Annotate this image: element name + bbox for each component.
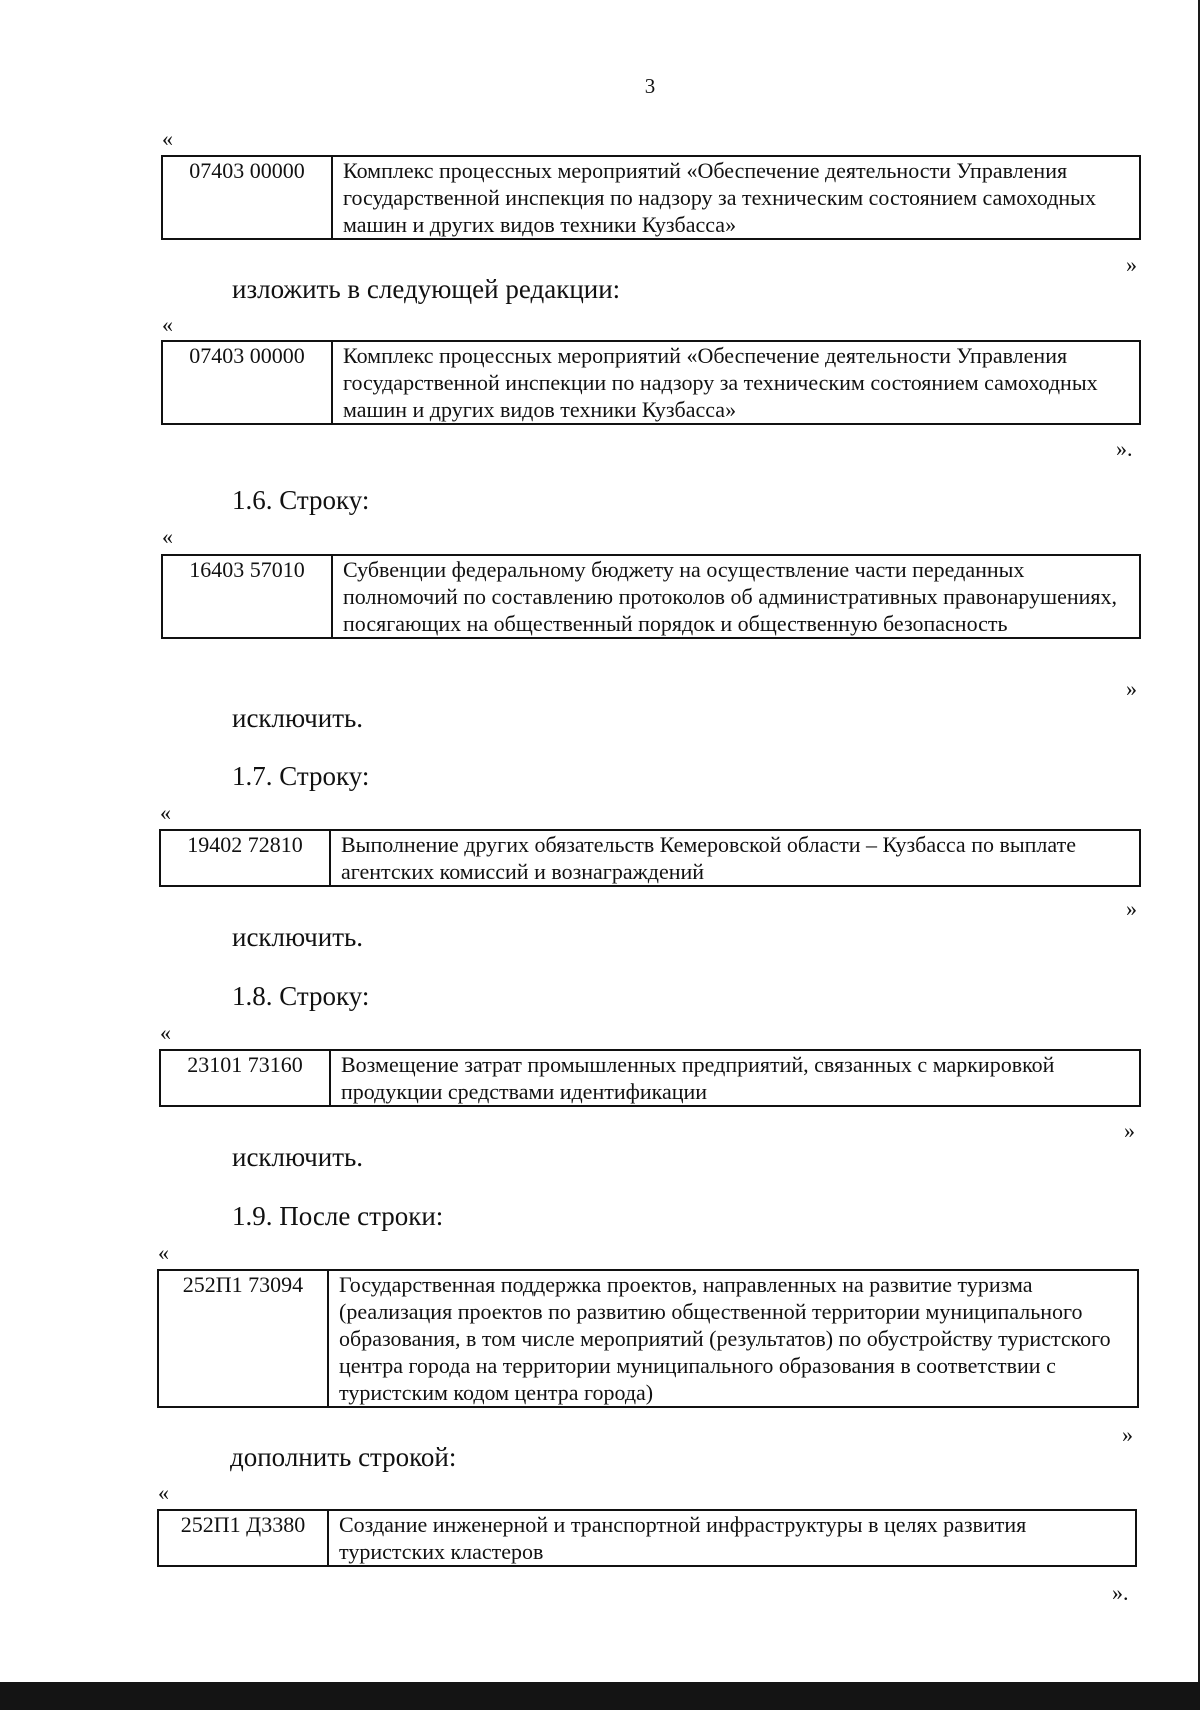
close-quote-period: ». xyxy=(1116,436,1133,461)
table-code-cell: 252П1 73094 xyxy=(158,1270,328,1407)
code-table xyxy=(161,340,1141,425)
table-row xyxy=(160,1050,1140,1106)
code-table xyxy=(159,829,1141,887)
open-quote: « xyxy=(162,524,173,549)
table-text-cell: Возмещение затрат промышленных предприятий, связанных с маркировкой продукции средствами идентификации xyxy=(330,1050,1140,1106)
table-row xyxy=(158,1510,1136,1566)
table-text-cell: Выполнение других обязательств Кемеровской области – Кузбасса по выплате агентских комиссий и вознаграждений xyxy=(330,830,1140,886)
table-row xyxy=(162,156,1140,239)
code-table xyxy=(157,1269,1139,1408)
section-heading: 1.7. Строку: xyxy=(232,761,370,791)
instruction-text: исключить. xyxy=(232,703,364,733)
open-quote: « xyxy=(158,1240,169,1265)
table-row xyxy=(162,341,1140,424)
close-quote: » xyxy=(1124,1118,1135,1143)
page-number: 3 xyxy=(644,74,656,98)
table-code-cell: 07403 00000 xyxy=(162,156,332,239)
section-heading: 1.6. Строку: xyxy=(232,485,370,515)
code-table xyxy=(161,554,1141,639)
table-text-cell: Субвенции федеральному бюджету на осуществление части переданных полномочий по составлению протоколов об административных правонарушениях, посягающих на общественный порядок и общественную безопасность xyxy=(332,555,1140,638)
instruction-text: дополнить строкой: xyxy=(230,1442,457,1472)
open-quote: « xyxy=(160,1020,171,1045)
instruction-text: изложить в следующей редакции: xyxy=(232,274,621,304)
close-quote: » xyxy=(1126,676,1137,701)
code-table xyxy=(161,155,1141,240)
table-code-cell: 23101 73160 xyxy=(160,1050,330,1106)
table-code-cell: 252П1 Д3380 xyxy=(158,1510,328,1566)
section-heading: 1.9. После строки: xyxy=(232,1201,444,1231)
instruction-text: исключить. xyxy=(232,1142,364,1172)
table-text-cell: Создание инженерной и транспортной инфраструктуры в целях развития туристских кластеров xyxy=(328,1510,1136,1566)
section-heading: 1.8. Строку: xyxy=(232,981,370,1011)
scan-edge-bottom xyxy=(0,1682,1200,1710)
table-code-cell: 07403 00000 xyxy=(162,341,332,424)
table-text-cell: Комплекс процессных мероприятий «Обеспечение деятельности Управления государственной инспекции по надзору за техническим состоянием самоходных машин и других видов техники Кузбасса» xyxy=(332,341,1140,424)
close-quote: » xyxy=(1122,1422,1133,1447)
close-quote: » xyxy=(1126,252,1137,277)
table-row xyxy=(158,1270,1138,1407)
open-quote: « xyxy=(162,126,173,151)
code-table xyxy=(157,1509,1137,1567)
table-text-cell: Государственная поддержка проектов, направленных на развитие туризма (реализация проектов по развитию общественной территории муниципального образования, в том числе мероприятий (результатов) по обустройству туристского центра города на территории муниципального образования в соответствии с туристским кодом центра города) xyxy=(328,1270,1138,1407)
close-quote: » xyxy=(1126,896,1137,921)
table-text-cell: Комплекс процессных мероприятий «Обеспечение деятельности Управления государственной инспекция по надзору за техническим состоянием самоходных машин и других видов техники Кузбасса» xyxy=(332,156,1140,239)
code-table xyxy=(159,1049,1141,1107)
open-quote: « xyxy=(160,800,171,825)
table-code-cell: 19402 72810 xyxy=(160,830,330,886)
instruction-text: исключить. xyxy=(232,922,364,952)
close-quote-period: ». xyxy=(1112,1580,1129,1605)
table-row xyxy=(162,555,1140,638)
table-code-cell: 16403 57010 xyxy=(162,555,332,638)
open-quote: « xyxy=(162,312,173,337)
table-row xyxy=(160,830,1140,886)
open-quote: « xyxy=(158,1480,169,1505)
